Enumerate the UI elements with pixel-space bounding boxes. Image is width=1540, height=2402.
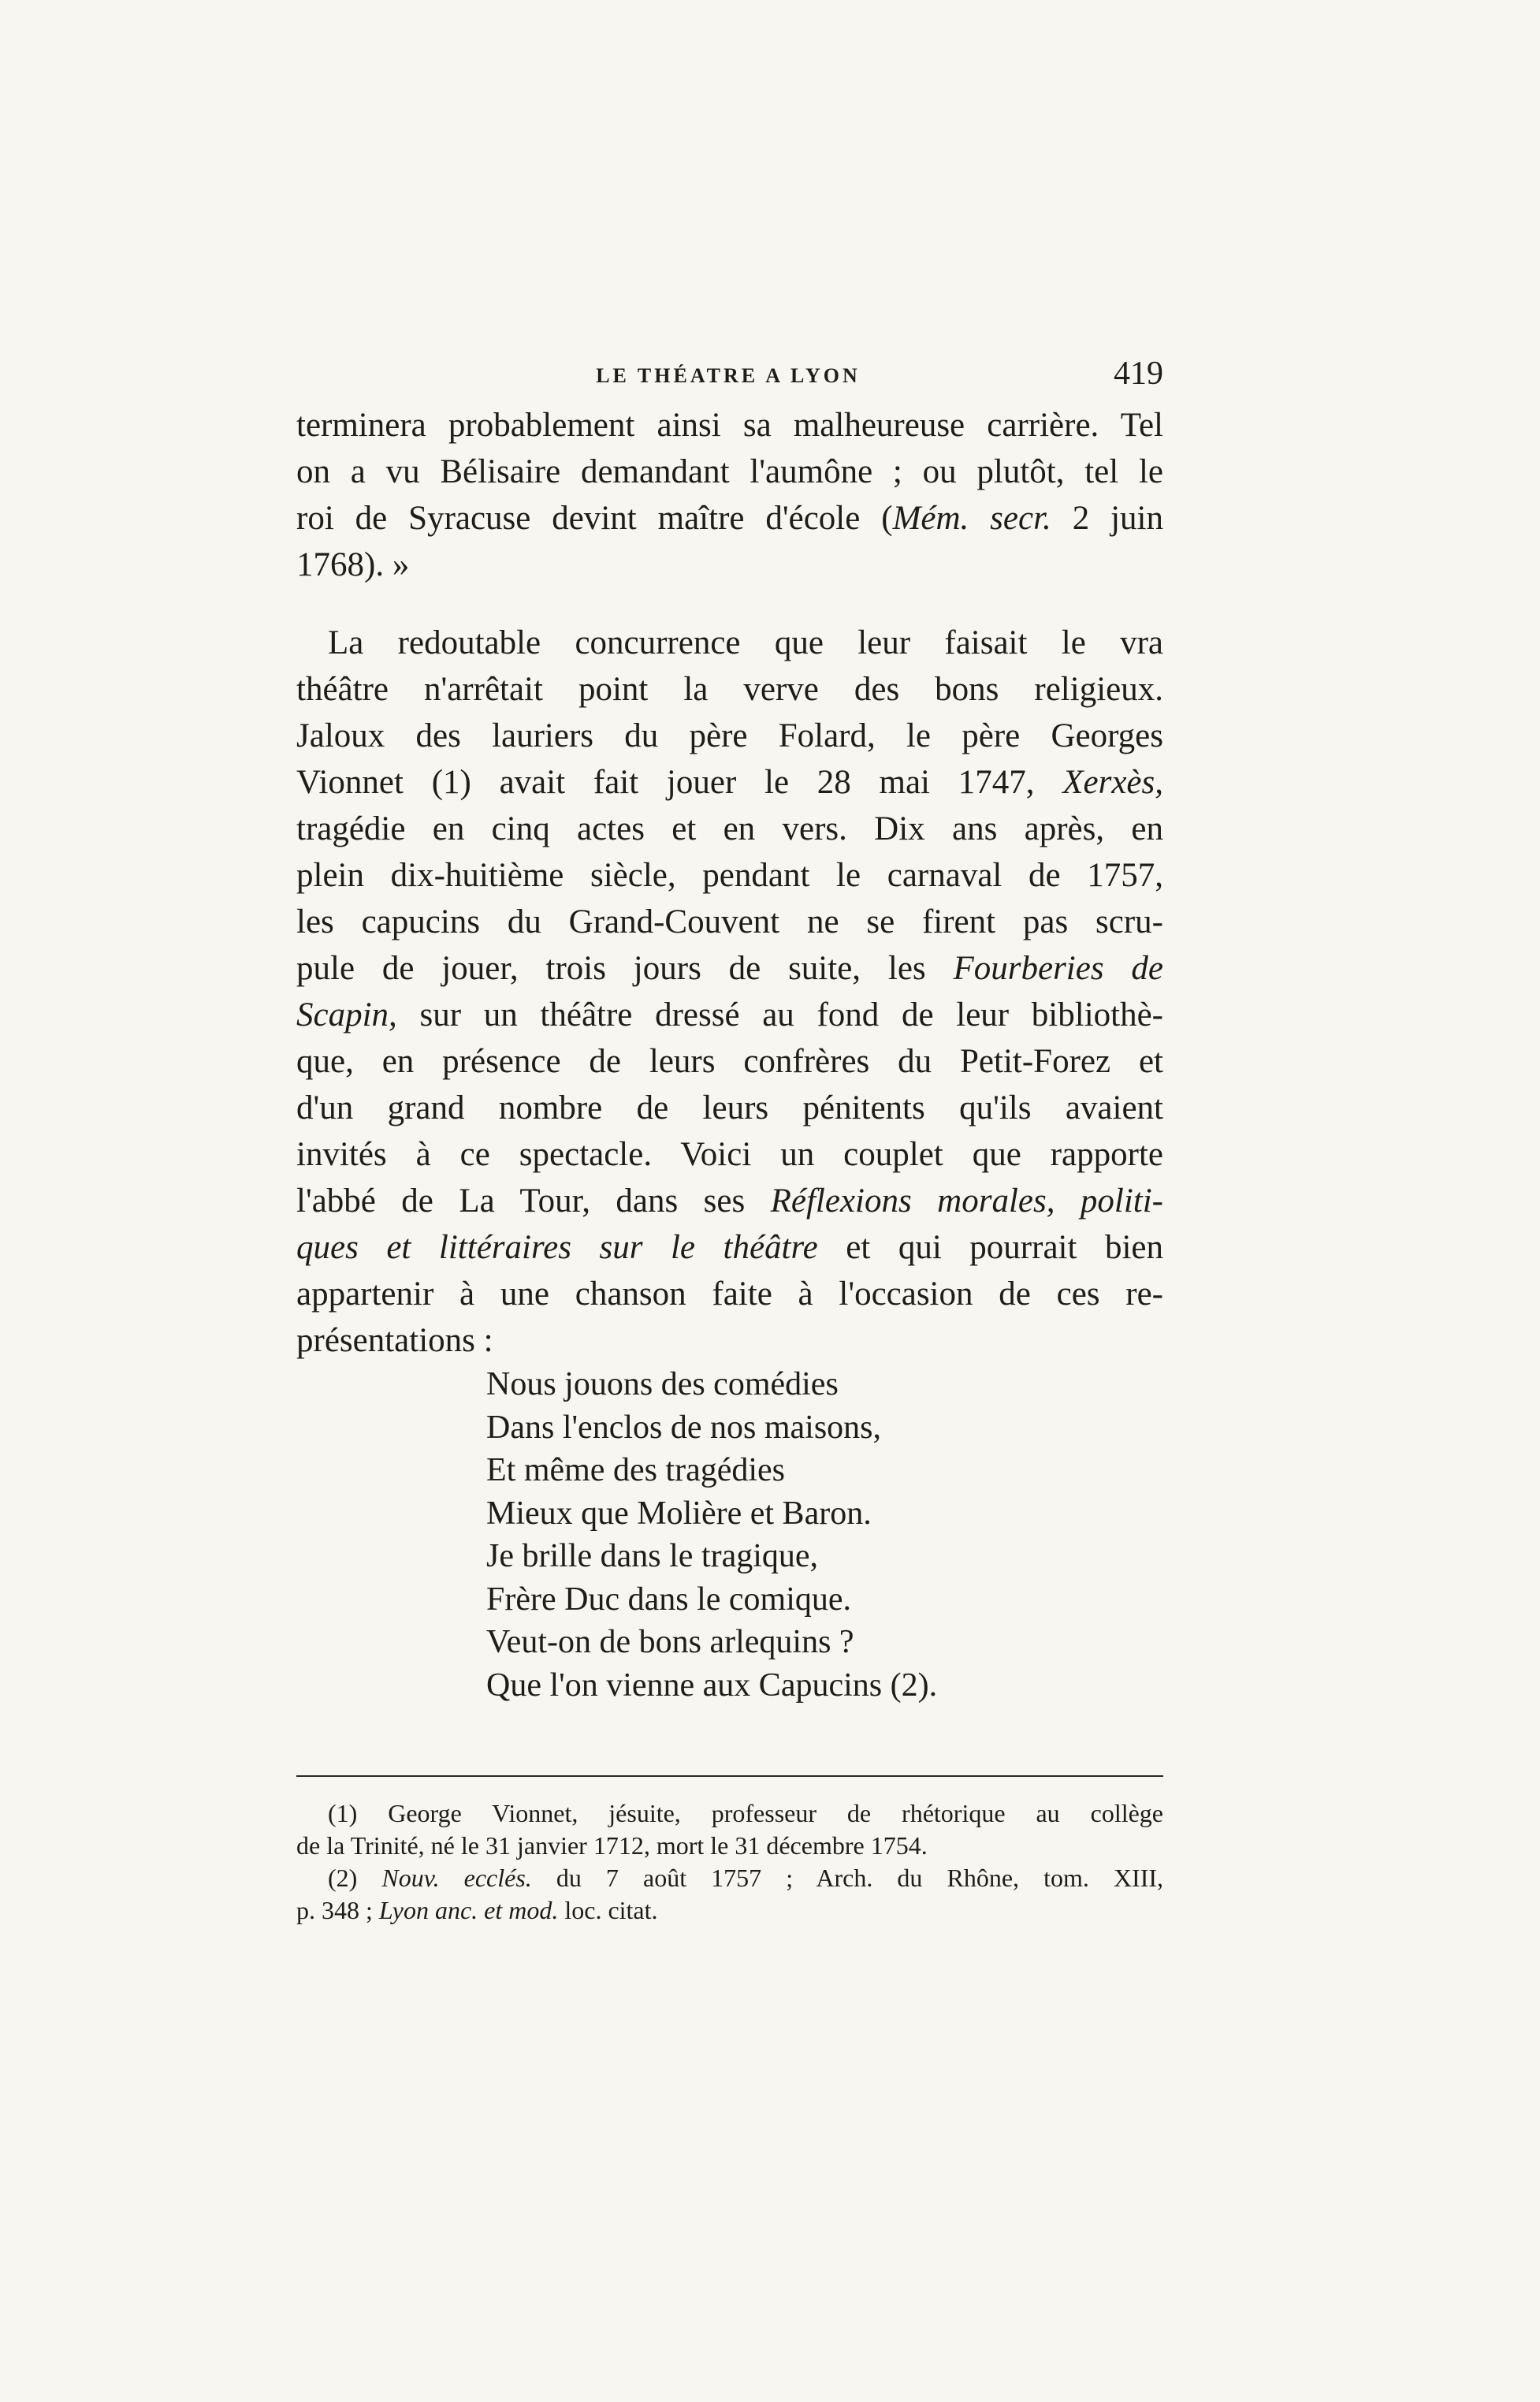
text-run: p. 348 ; — [296, 1896, 379, 1924]
verse-line: Je brille dans le tragique, — [486, 1538, 819, 1574]
text-run: roi de Syracuse devint maître d'école ( — [296, 500, 893, 537]
running-title: LE THÉATRE A LYON — [596, 364, 861, 387]
text-run: pule de jouer, trois jours de suite, les — [296, 950, 954, 987]
text-line — [296, 992, 1163, 1038]
footnote-line — [296, 1894, 1163, 1927]
italic-title: Xerxès, — [1062, 764, 1163, 801]
text-line: tragédie en cinq actes et en vers. Dix ans après, en — [296, 810, 1163, 847]
footnote-rule — [296, 1775, 1163, 1777]
footnotes — [296, 1797, 1163, 1927]
paragraph-gap — [296, 588, 1163, 620]
footnote-marker: (2) — [328, 1864, 382, 1892]
italic-citation: Mém. secr. — [892, 500, 1051, 537]
italic-title: Scapin, — [296, 996, 397, 1033]
text-line: théâtre n'arrêtait point la verve des bons religieux. — [296, 671, 1163, 708]
text-line: Jaloux des lauriers du père Folard, le père Georges — [296, 717, 1163, 754]
text-line: appartenir à une chanson faite à l'occasion de ces re- — [296, 1275, 1163, 1313]
verse-line: Frère Duc dans le comique. — [486, 1581, 852, 1618]
footnote-line: de la Trinité, né le 31 janvier 1712, mort le 31 décembre 1754. — [296, 1831, 928, 1860]
verse-line: Mieux que Molière et Baron. — [486, 1495, 872, 1532]
text-line — [296, 945, 1163, 992]
text-run: du 7 août 1757 ; Arch. du Rhône, tom. XIII, — [531, 1864, 1164, 1892]
verse-quotation — [486, 1363, 1054, 1707]
footnote-line: (1) George Vionnet, jésuite, professeur de rhétorique au collège — [328, 1799, 1163, 1827]
italic-title: ques et littéraires sur le théâtre — [296, 1229, 818, 1266]
body-text — [296, 402, 1163, 1364]
verse-line: Dans l'enclos de nos maisons, — [486, 1409, 882, 1446]
italic-citation: Lyon anc. et mod. — [378, 1896, 559, 1924]
text-run: et qui pourrait bien — [817, 1229, 1163, 1266]
text-line: que, en présence de leurs confrères du Petit-Forez et — [296, 1043, 1163, 1080]
text-line: d'un grand nombre de leurs pénitents qu'ils avaient — [296, 1089, 1163, 1127]
text-line: plein dix-huitième siècle, pendant le carnaval de 1757, — [296, 857, 1163, 894]
text-run: 2 juin — [1051, 500, 1163, 537]
text-line: invités à ce spectacle. Voici un couplet que rapporte — [296, 1136, 1163, 1173]
verse-line: Veut-on de bons arlequins ? — [486, 1624, 854, 1660]
verse-line: Que l'on vienne aux Capucins (2). — [486, 1667, 938, 1704]
text-line — [296, 1178, 1163, 1224]
text-line: on a vu Bélisaire demandant l'aumône ; ou plutôt, tel le — [296, 453, 1163, 490]
text-run: Vionnet (1) avait fait jouer le 28 mai 1747, — [296, 764, 1063, 801]
text-run: loc. citat. — [558, 1896, 658, 1924]
italic-title: Réflexions morales, politi- — [770, 1182, 1163, 1220]
italic-citation: Nouv. ecclés. — [381, 1864, 532, 1892]
footnote-line — [296, 1862, 1163, 1894]
verse-line: Nous jouons des comédies — [486, 1366, 839, 1402]
italic-title: Fourberies de — [953, 950, 1163, 987]
page-number: 419 — [1114, 356, 1163, 392]
text-line: 1768). » — [296, 546, 410, 583]
text-line: les capucins du Grand-Couvent ne se firent pas scru- — [296, 903, 1163, 940]
text-line: La redoutable concurrence que leur faisait le vra — [328, 624, 1163, 661]
text-line — [296, 759, 1163, 806]
verse-line: Et même des tragédies — [486, 1452, 786, 1488]
text-line: terminera probablement ainsi sa malheureuse carrière. Tel — [296, 407, 1163, 444]
text-run: sur un théâtre dressé au fond de leur bibliothè- — [396, 996, 1163, 1033]
text-line — [296, 495, 1163, 542]
text-line — [296, 1224, 1163, 1271]
text-run: l'abbé de La Tour, dans ses — [296, 1182, 771, 1220]
running-head — [293, 347, 1163, 402]
text-line: présentations : — [296, 1322, 493, 1359]
